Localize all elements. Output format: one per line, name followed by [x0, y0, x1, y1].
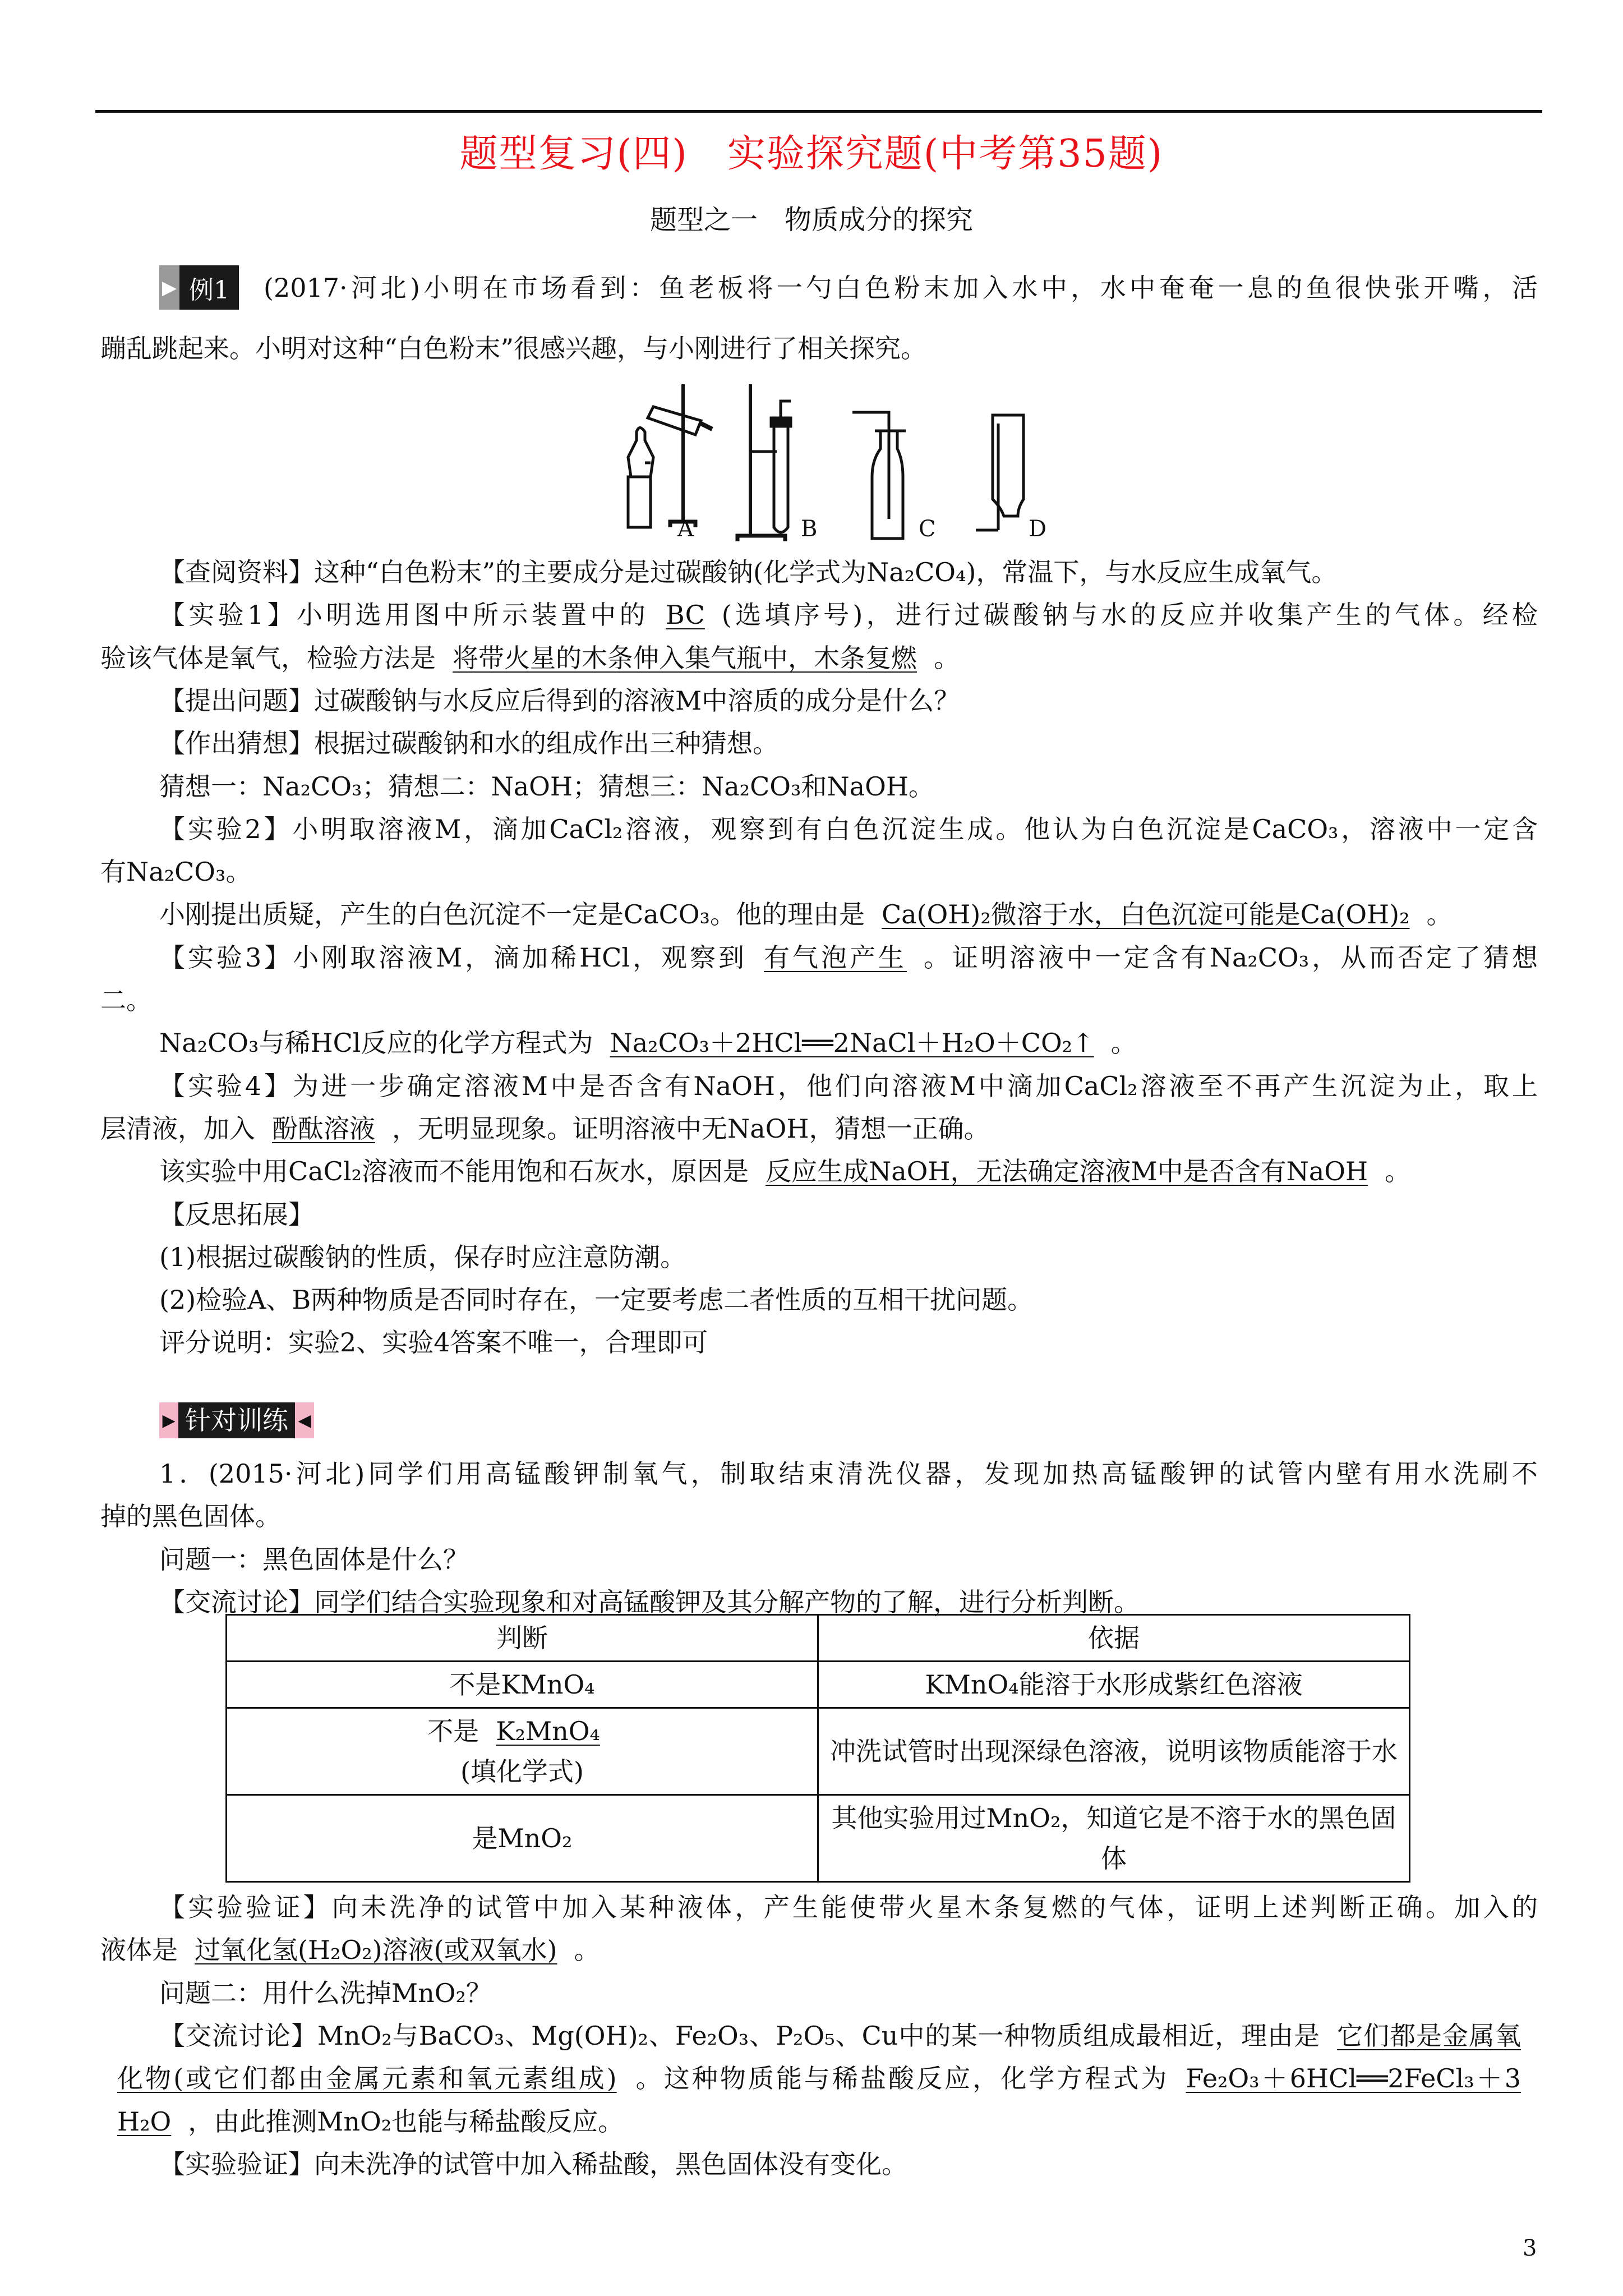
text-line [159, 1198, 1538, 1231]
example-badge [159, 265, 239, 310]
text-segment: 【查阅资料】这种“白色粉末”的主要成分是过碳酸钠(化学式为Na₂CO₄)，常温下，与水反应生成氧气。 [159, 557, 1338, 587]
text-line [159, 898, 1538, 931]
judge-note: (填化学式) [460, 1756, 584, 1787]
table-cell: 不是KMnO₄ [227, 1662, 818, 1708]
text-line [159, 812, 1538, 846]
text-line [159, 1976, 1538, 2010]
text-segment: 【实验2】小明取溶液M，滴加CaCl₂溶液，观察到有白色沉淀生成。他认为白色沉淀是CaCO₃，溶液中一定含 [159, 813, 1538, 844]
example-intro-line: 蹦乱跳起来。小明对这种“白色粉末”很感兴趣，与小刚进行了相关探究。 [100, 333, 927, 364]
training-badge-label: 针对训练 [178, 1402, 295, 1438]
section-subtitle: 题型之一 物质成分的探究 [649, 204, 973, 236]
figure-label-a: A [677, 516, 694, 542]
text-segment: (1)根据过碳酸钠的性质，保存时应注意防潮。 [159, 1241, 686, 1272]
play-triangle-icon: ▶ [159, 265, 179, 310]
table-header-row [227, 1615, 1410, 1662]
table-cell: 冲洗试管时出现深绿色溶液，说明该物质能溶于水 [818, 1708, 1410, 1795]
text-line [159, 1026, 1538, 1060]
text-line [159, 1240, 1538, 1274]
text-segment: 。这种物质能与稀盐酸反应，化学方程式为 [633, 2063, 1169, 2094]
table-header: 判断 [227, 1615, 818, 1662]
text-line [159, 1457, 1538, 1490]
text-line [100, 641, 1538, 675]
answer-blank: 酚酞溶液 [272, 1113, 375, 1144]
text-line [100, 2105, 1538, 2138]
text-segment: 。 [1385, 1156, 1411, 1187]
example-badge-label: 例1 [179, 265, 239, 310]
text-segment: 小刚提出质疑，产生的白色沉淀不一定是CaCO₃。他的理由是 [159, 899, 865, 930]
text-segment: 。 [934, 642, 960, 673]
text-segment: Na₂CO₃与稀HCl反应的化学方程式为 [159, 1028, 593, 1059]
answer-blank: 反应生成NaOH，无法确定溶液M中是否含有NaOH [765, 1156, 1368, 1187]
text-line [100, 855, 1538, 889]
text-line [159, 1543, 1538, 1576]
answer-blank: 将带火星的木条伸入集气瓶中，木条复燃 [453, 642, 917, 673]
text-line [159, 2147, 1538, 2181]
text-line [100, 983, 1538, 1017]
answer-blank: Ca(OH)₂微溶于水，白色沉淀可能是Ca(OH)₂ [881, 899, 1410, 930]
text-segment: 【实验3】小刚取溶液M，滴加稀HCl，观察到 [159, 942, 747, 973]
answer-blank: Fe₂O₃＋6HCl══2FeCl₃＋3 [1186, 2063, 1521, 2094]
training-badge [159, 1402, 314, 1438]
text-line [100, 1499, 1538, 1533]
text-segment: ，由此推测MnO₂也能与稀盐酸反应。 [188, 2106, 624, 2137]
table-cell: KMnO₄能溶于水形成紫红色溶液 [818, 1662, 1410, 1708]
table-row [227, 1662, 1410, 1708]
figure-label-d: D [1029, 516, 1047, 542]
judge-text: 不是 [427, 1716, 479, 1746]
text-line [100, 1933, 1538, 1967]
text-segment: (选填序号)，进行过碳酸钠与水的反应并收集产生的气体。经检 [721, 600, 1538, 631]
text-line [159, 1890, 1538, 1924]
text-segment: 该实验中用CaCl₂溶液而不能用饱和石灰水，原因是 [159, 1156, 749, 1187]
text-segment: 评分说明：实验2、实验4答案不唯一，合理即可 [159, 1327, 708, 1358]
text-segment: 【作出猜想】根据过碳酸钠和水的组成作出三种猜想。 [159, 728, 778, 759]
text-segment: 层清液，加入 [100, 1113, 255, 1144]
reverse-triangle-icon: ◀ [295, 1402, 314, 1438]
page-title: 题型复习(四) 实验探究题(中考第35题) [459, 132, 1164, 176]
apparatus-c-gas-bottle [852, 412, 906, 539]
text-segment: 。 [1426, 899, 1453, 930]
text-line [159, 2019, 1538, 2053]
text-segment: 。 [574, 1935, 600, 1966]
text-line [159, 555, 1538, 589]
text-line [159, 684, 1538, 717]
table-row [227, 1708, 1410, 1795]
text-segment: 【交流讨论】同学们结合实验现象和对高锰酸钾及其分解产物的了解，进行分析判断。 [159, 1586, 1140, 1617]
text-line [159, 598, 1538, 632]
table-header: 依据 [818, 1615, 1410, 1662]
table-cell [227, 1708, 818, 1795]
text-segment: 【实验验证】向未洗净的试管中加入稀盐酸，黑色固体没有变化。 [159, 2148, 907, 2179]
text-segment: 二。 [100, 985, 152, 1015]
text-line [159, 941, 1538, 974]
table-cell: 是MnO₂ [227, 1795, 818, 1882]
text-segment: 问题二：用什么洗掉MnO₂？ [159, 1977, 492, 2008]
table-row [227, 1795, 1410, 1882]
text-segment: 猜想一：Na₂CO₃；猜想二：NaOH；猜想三：Na₂CO₃和NaOH。 [159, 771, 934, 802]
text-line [159, 770, 1538, 803]
text-line [159, 1154, 1538, 1188]
text-line [159, 726, 1538, 760]
figure-label-c: C [919, 516, 936, 542]
answer-blank: BC [665, 600, 705, 631]
text-segment: 【提出问题】过碳酸钠与水反应后得到的溶液M中溶质的成分是什么？ [159, 685, 960, 716]
judgement-table [225, 1614, 1410, 1883]
text-line [100, 1112, 1538, 1145]
answer-blank: 过氧化氢(H₂O₂)溶液(或双氧水) [195, 1935, 557, 1966]
text-line [159, 1283, 1538, 1317]
text-segment: 1．(2015·河北)同学们用高锰酸钾制氧气，制取结束清洗仪器，发现加热高锰酸钾的试管内壁有用水洗刷不 [159, 1458, 1538, 1489]
text-segment: 问题一：黑色固体是什么？ [159, 1544, 469, 1575]
answer-blank: K₂MnO₄ [496, 1716, 600, 1746]
apparatus-d-inverted-bottle [976, 415, 1023, 530]
page-number: 3 [1523, 2235, 1537, 2261]
text-segment: 。 [1110, 1028, 1137, 1059]
answer-blank: H₂O [117, 2106, 172, 2137]
text-segment: 【交流讨论】MnO₂与BaCO₃、Mg(OH)₂、Fe₂O₃、P₂O₅、Cu中的某一种物质组成最相近，理由是 [159, 2020, 1321, 2051]
answer-blank: 它们都是金属氧 [1337, 2020, 1521, 2051]
text-segment: 掉的黑色固体。 [100, 1501, 281, 1532]
example-intro-line: (2017·河北)小明在市场看到：鱼老板将一勺白色粉末加入水中，水中奄奄一息的鱼很快张开嘴，活 [264, 273, 1538, 303]
text-segment: (2)检验A、B两种物质是否同时存在，一定要考虑二者性质的互相干扰问题。 [159, 1285, 1034, 1315]
answer-blank: Na₂CO₃＋2HCl══2NaCl＋H₂O＋CO₂↑ [610, 1028, 1094, 1059]
text-line [159, 1326, 1538, 1359]
text-segment: 【实验4】为进一步确定溶液M中是否含有NaOH，他们向溶液M中滴加CaCl₂溶液至不再产生沉淀为止，取上 [159, 1070, 1538, 1101]
play-triangle-icon: ▶ [159, 1402, 178, 1438]
text-line [159, 1069, 1538, 1103]
text-segment: 有Na₂CO₃。 [100, 857, 252, 887]
text-segment: 。证明溶液中一定含有Na₂CO₃，从而否定了猜想 [923, 942, 1538, 973]
text-segment: ，无明显现象。证明溶液中无NaOH，猜想一正确。 [392, 1113, 990, 1144]
text-segment: 液体是 [100, 1935, 178, 1966]
top-rule [95, 110, 1542, 113]
apparatus-b-test-tube-stand [737, 384, 791, 541]
text-segment: 【反思拓展】 [159, 1199, 314, 1230]
answer-blank: 化物(或它们都由金属元素和氧元素组成) [117, 2063, 617, 2094]
figure-label-b: B [801, 516, 818, 542]
text-segment: 验该气体是氧气，检验方法是 [100, 642, 436, 673]
apparatus-a-heating-setup [628, 384, 712, 527]
table-cell: 其他实验用过MnO₂，知道它是不溶于水的黑色固体 [818, 1795, 1410, 1882]
text-segment: 【实验1】小明选用图中所示装置中的 [159, 600, 649, 631]
answer-blank: 有气泡产生 [764, 942, 907, 973]
text-line [100, 2062, 1538, 2095]
text-segment: 【实验验证】向未洗净的试管中加入某种液体，产生能使带火星木条复燃的气体，证明上述判断正确。加入的 [159, 1892, 1538, 1922]
